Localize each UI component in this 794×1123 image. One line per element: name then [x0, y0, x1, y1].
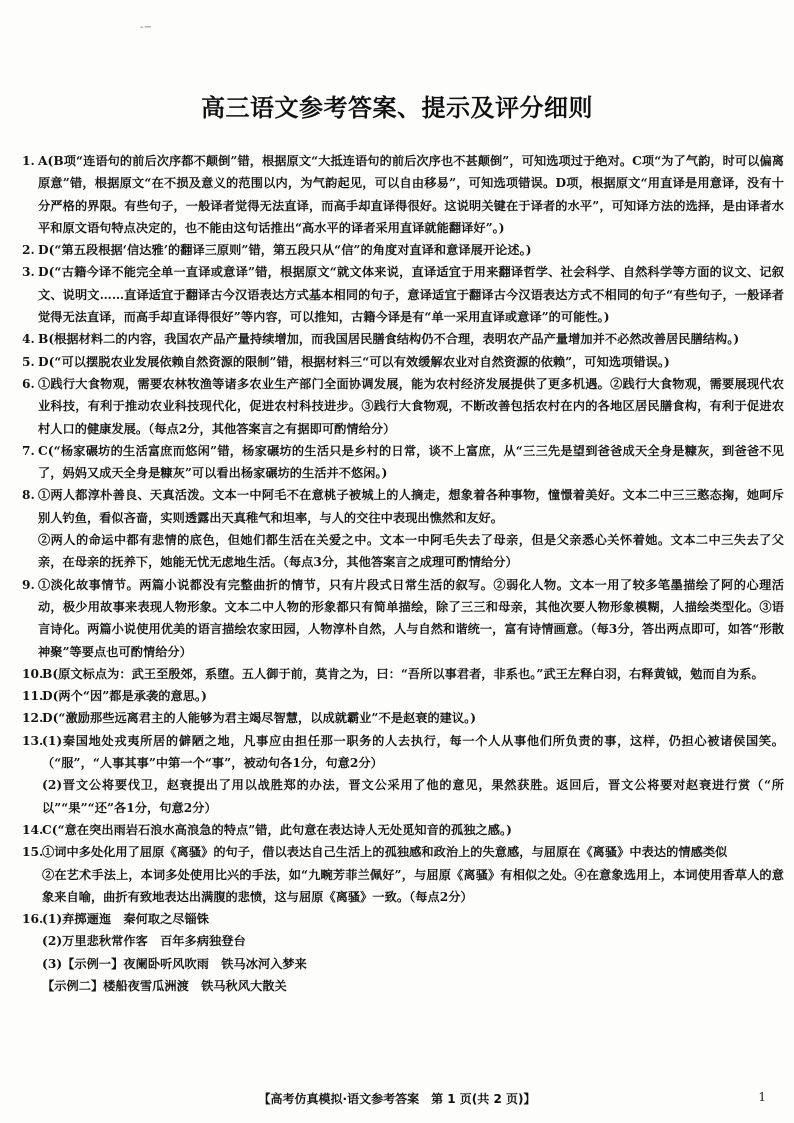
answer-item-11 — [22, 685, 784, 707]
answer-number: 13. — [22, 733, 44, 748]
answer-line-1: (1)弃掷逦迤 秦何取之尽锱铢 — [42, 912, 210, 927]
answer-text-part-1: ①两人都淳朴善良、天真活泼。文本一中阿毛不在意桃子被城上的人摘走，想象着各种事物，憧憬着美好。文本二中三三憨态掬，她呵斥别人钓鱼，看似吝啬，实则透露出天真稚气和坦率，与人的交往中表现出憔然和友好。 — [38, 488, 784, 525]
answer-text: B(根据材料二的内容，我国农产品产量持续增加，而我国居民膳食结构仍不合理，表明农产品产量增加并不必然改善居民膳结构。) — [38, 332, 740, 347]
answer-item-15 — [22, 841, 784, 908]
answer-number: 14. — [22, 822, 44, 837]
answer-item-7 — [22, 440, 784, 485]
answer-item-2 — [22, 239, 784, 261]
answer-text: A(B项“连语句的前后次序都不颠倒”错，根据原文“大抵连语句的前后次序也不甚颠倒”，可知选项过于绝对。C项“为了气韵，时可以偏离原意”错，根据原文“在不损及意义的范围以内，为气韵起见，可以自由移易”，可知选项错误。D项，根据原文“用直译是用意译，没有十分严格的界限。有些句子，一般译者觉得无法直译，而高手却直译得很好。这说明关键在于译者的水平”，可知译方法的选择，是由译者水平和原文语句特点决定的，也不能由这句话推出“高水平的译者采用直译就能翻译好”。) — [38, 154, 784, 235]
answer-text-part-2: (2)晋文公将要伐卫，赵衰提出了用以战胜郑的办法，晋文公采用了他的意见，果然获胜。返回后，晋文公将要对赵衰进行赏（“所以”“果”“还”各1分，句意2分） — [42, 778, 784, 815]
answer-text-part-2: ②两人的命运中都有悲情的底色，但她们都生活在关爱之中。文本一中阿毛失去了母亲，但是父亲悉心关怀着她。文本二中三失去了父亲，在母亲的抚养下，她能无忧无虑地生活。（每点3分，其他答案言之成理可酌情给分） — [38, 533, 784, 570]
answer-item-4 — [22, 328, 784, 350]
answer-item-12 — [22, 707, 784, 729]
answer-item-6 — [22, 373, 784, 440]
answer-text: ①践行大食物观，需要农林牧渔等诸多农业生产部门全面协调发展，能为农村经济发展提供了更多机遇。②践行大食物观，需要展现代农业科技，有利于推动农业科技现代化，促进农村科技进步。③践行大食物观，不断改善包括农村在内的各地区居民膳食构，有利于促进农村人口的健康发展。（每点2分，其他答案言之有据即可酌情给分） — [38, 376, 784, 436]
answer-number: 6. — [22, 376, 35, 391]
answer-item-10 — [22, 663, 784, 685]
answer-line-2: (2)万里悲秋常作客 百年多病独登台 — [42, 934, 246, 949]
answer-number: 5. — [22, 354, 35, 369]
answer-number: 7. — [22, 443, 35, 458]
answer-text: D(两个“因”都是承袭的意思。) — [42, 689, 207, 704]
answer-number: 4. — [22, 332, 35, 347]
answer-item-16 — [22, 908, 784, 997]
answer-number: 8. — [22, 488, 35, 503]
answer-text: C(“意在突出雨岩石浪水高浪急的特点”错，此句意在表达诗人无处觅知音的孤独之感。) — [42, 822, 512, 837]
page-footer: 【高考仿真模拟·语文参考答案 第 1 页(共 2 页)】 — [258, 1092, 536, 1106]
answer-number: 9. — [22, 577, 35, 592]
answer-text: D(“激励那些远离君主的人能够为君主竭尽智慧，以成就霸业”不是赵衰的建议。) — [42, 711, 477, 726]
answer-number: 3. — [22, 265, 35, 280]
answer-item-9 — [22, 574, 784, 663]
answer-text-part-1: ①词中多处化用了屈原《离骚》的句子，借以表达自己生活上的孤独感和政治上的失意感，与屈原在《离骚》中表达的情感类似 — [42, 845, 728, 860]
answer-list — [22, 150, 784, 997]
answer-text-part-2: ②在艺术手法上，本词多处使用比兴的手法，如“九畹芳菲兰佩好”，与屈原《离骚》有相似之处。④在意象选用上，本词使用香草人的意象来自喻，曲折有致地表达出满腹的悲愤，这与屈原《离骚》一致。（每点2分） — [42, 867, 784, 904]
answer-item-14 — [22, 819, 784, 841]
page-corner-number: 1 — [758, 1090, 766, 1104]
answer-text: C(“杨家碾坊的生活富庶而悠闲”错，杨家碾坊的生活只是乡村的日常，谈不上富庶，从“三三先是望到爸爸成天全身是糠灰，到爸爸不见了，妈妈又成天全身是糠灰”可以看出杨家碾坊的生活并不悠闲。) — [38, 443, 784, 481]
page-title: 高三语文参考答案、提示及评分细则 — [201, 94, 593, 122]
answer-number: 11. — [22, 689, 44, 704]
answer-number: 10. — [22, 666, 44, 681]
answer-number: 12. — [22, 711, 44, 726]
answer-number: 15. — [22, 845, 44, 860]
corner-mark: -− — [140, 22, 152, 33]
answer-item-1 — [22, 150, 784, 239]
answer-line-4: 【示例二】楼船夜雪瓜洲渡 铁马秋风大散关 — [42, 978, 287, 993]
answer-number: 1. — [22, 154, 35, 168]
answer-item-8 — [22, 484, 784, 573]
answer-text: ①淡化故事情节。两篇小说都没有完整曲折的情节，只有片段式日常生活的叙写。②弱化人物。文本一用了较多笔墨描绘了阿的心理活动，极少用故事来表现人物形象。文本二中人物的形象都只有简单描绘，除了三三和母亲，其他次要人物形象模糊，人描绘类型化。③语言诗化。两篇小说使用优美的语言描绘农家田园，人物淳朴自然，人与自然和谐统一，富有诗情画意。（每3分，答出两点即可，如答“形散神聚”等要点也可酌情给分） — [38, 577, 784, 659]
answer-line-3: (3)【示例一】夜阑卧听风吹雨 铁马冰河入梦来 — [42, 956, 307, 971]
answer-text-part-1: (1)秦国地处戎夷所居的僻陋之地，凡事应由担任那一职务的人去执行，每一个人从事他们所负责的事，这样，仍担心被诸侯国笑。（“服”，“人事其事”中第一个“事”，被动句各1分，句意2分） — [42, 733, 784, 771]
answer-item-3 — [22, 261, 784, 328]
answer-text: B(原文标点为：武王至殷郊，系堕。五人御于前，莫肯之为，曰：“吾所以事君者，非系也。”武王左释白羽，右释黄钺，勉而自为系。 — [42, 666, 764, 681]
answer-item-5 — [22, 351, 784, 373]
answer-number: 16. — [22, 912, 44, 927]
answer-text: D(“可以摆脱农业发展依赖自然资源的限制”错，根据材料三“可以有效缓解农业对自然资源的依赖”，可知选项错误。) — [38, 354, 670, 369]
answer-text: D(“古籍今译不能完全单一直译或意译”错，根据原文“就文体来说，直译适宜于用来翻译哲学、社会科学、自然科学等方面的议文、记叙文、说明文……直译适宜于翻译古今汉语表达方式基本相同的句子，意译适宜于翻译古今汉语表达方式不相同的句子“有些句子，一般译者觉得无法直译，而高手却直译得很好”等内容，可以推知，古籍今译是有“单一采用直译或意译”的可能性。) — [38, 265, 784, 325]
answer-text: D(“第五段根据‘信达雅’的翻译三原则”错，第五段只从“信”的角度对直译和意译展开论述。) — [38, 243, 532, 258]
answer-number: 2. — [22, 243, 35, 258]
answer-item-13 — [22, 730, 784, 819]
